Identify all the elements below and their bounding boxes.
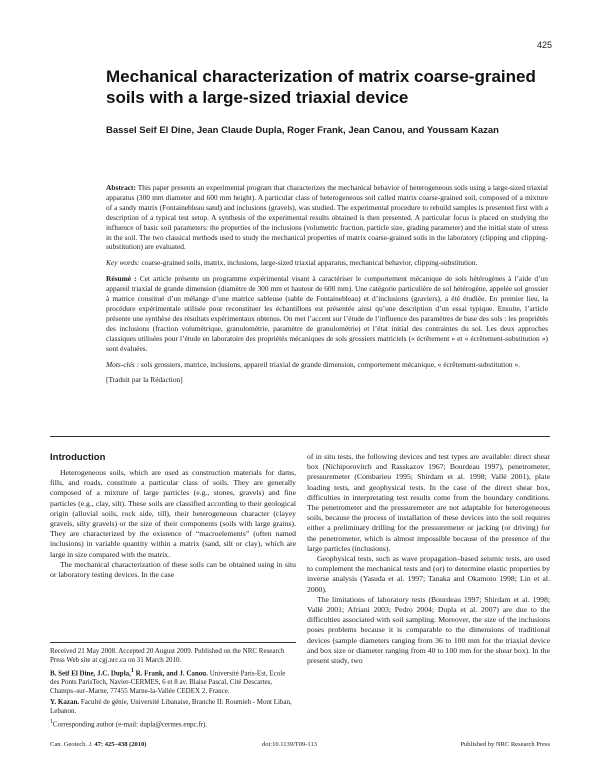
resume-text: Cet article présente un programme expérimental visant à caractériser le comportement mécanique de sols hétérogènes à l’aide d’un appareil triaxial de grande dimension (diamètre de 300 mm et hauteur de 600 mm). Une catégorie particulière de sol hétérogène, appelée sol grossier à matrice constitué d’un mélange d’une matrice sableuse (sable de Fontainebleau) et d’inclusions (graviers), a été étudiée. En premier lieu, la procédure expérimentale utilisée pour reconstituer les échantillons est présentée ainsi qu’une description d’un essai typique. Ensuite, l’article présente une synthèse des résultats expérimentaux obtenus. On met l’accent sur l’étude de l’influence des paramètres de base des sols : les propriétés des inclusions (fraction volumétrique, granulométrie, paramètre de granulométrie) et l’état initial des contraintes du sol. Les deux approches classiques utilisées pour l’étude en laboratoire des propriétés mécaniques de sols grossiers matriciels (« écrêtement » et « écrêtement-substitution ») sont évaluées. [106,274,548,353]
mots-cles-paragraph [106,360,548,370]
intro-paragraph: Heterogeneous soils, which are used as construction materials for dams, fills, and roads, constitute a particular class of soils. They are generally composed of a mixture of large particles (e.g., stones, gravels) and fine particles (e.g., clay, silt). These soils are classified according to their geological origin (alluvial soils, rock side, till), their heterogeneous character (clayey gravels, silty gravels) or the size of their components (soils with large grains). They are characterized by the existence of “macroelements” (often named inclusions) in variable quantity within a matrix (sand, silt or clay), which are large in size compared with the matrix. [50,468,296,559]
affiliation-text: Faculté de génie, Université Libanaise, Branche II: Roumieh - Mont Liban, Lebanon. [50,698,292,716]
abstract-text: This paper presents an experimental program that characterizes the mechanical behavior of heterogeneous soils using a large-sized triaxial apparatus (300 mm diameter and 600 mm height). A particular class of heterogeneous soil called matrix coarse-grained soil, composed of a mixture of a sandy matrix (Fontainebleau sand) and inclusions (gravels), was studied. The experimental procedure to rebuild samples is presented first with a description of a typical test setup. A synthesis of the experimental results obtained is then presented. A particular focus is placed on studying the influence of basic soil parameters: the properties of the inclusions (volumetric fraction, particle size, grading parameter) and the initial state of stress in the soil. The two classical methods used to study the mechanical properties of matrix coarse-grained soils in the laboratory (clipping and clipping-substitution) are evaluated. [106,183,548,252]
abstract-block [106,183,548,385]
mots-cles-label: Mots-clés : [106,359,140,369]
page-number: 425 [536,40,552,50]
introduction-heading: Introduction [50,452,106,463]
affiliation-text: Université Paris-Est, Ecole des Ponts ParisTech, Navier-CERMES, 6 et 8 av. Blaise Pascal, Cité Descartes, Champs–sur–Marne, 77455 Marne-la-Vallée CEDEX 2, France. [50,669,286,696]
footer-journal: Can. Geotech. J. [50,741,93,748]
corresponding-superscript: 1 [50,719,53,726]
corresponding-text: Corresponding author (e-mail: dupla@cermes.enpc.fr). [52,720,208,729]
intro-paragraph: of in situ tests, the following devices and test types are available: direct shear box (Nichiporovitch and Rasskazov 1967; Bourdeau 1997), penetrometer, pressuremeter (Combarieu 1995; Shirdam et al. 1998; Vallé 2001), plate loading tests, and geophysical tests. In the case of the direct shear box, difficulties in interpretating test results come from the boundary conditions. The penetrometer and the pressuremeter are not adaptable for heterogeneous soils, because the process of installation of these devices into the soil requires either a preliminary drilling for the pressuremeter or jacking (or driving) for the penetrometer, which is almost impossible because of the presence of the large particles (inclusions). [307,452,550,553]
affiliation-names: B. Seif El Dine, J.C. Dupla, [50,669,131,678]
paper-title: Mechanical characterization of matrix coarse-grained soils with a large-sized triaxial device [106,67,536,107]
footnotes [50,647,296,732]
affiliation-superscript: 1 [130,668,134,674]
intro-paragraph: Geophysical tests, such as wave propagation–based seismic tests, are used to complement the mechanical tests and (or) to determine elastic properties by inverse analysis (Yasuda et al. 1997; Tanaka and Okamoto 1998; Lin et al. 2000). [307,554,550,594]
resume-label: Résumé : [106,274,137,284]
affiliation-names-cont: R. Frank, and J. Canou. [133,669,208,678]
mots-cles-text: sols grossiers, matrice, inclusions, appareil triaxial de grande dimension, comportement mécanique, « écrêtement-substitution ». [140,359,520,369]
received-note: Received 21 May 2008. Accepted 20 August 2009. Published on the NRC Research Press Web site at cgj.nrc.ca on 31 March 2010. [50,647,285,664]
abstract-paragraph [106,183,548,252]
footnote-divider [50,642,296,643]
affiliation-note [50,698,296,716]
key-words-label: Key words: [106,258,140,268]
footer-doi: doi:10.1139/T09-113 [262,741,317,748]
footer-citation [50,741,146,748]
corresponding-note [50,718,296,729]
intro-paragraph: The limitations of laboratory tests (Bourdeau 1997; Shirdam et al. 1998; Vallé 2001; Afriani 2003; Pedro 2004; Dupla et al. 2007) are due to the difficulties associated with soil sampling. Moreover, the size of the inclusions poses problems because it is comparable to the dimensions of traditional devices (sample diameters ranging from 36 to 100 mm for the triaxial device and box size or diameter ranging from 40 to 100 mm for the shear box). In the present study, two [307,594,550,666]
affiliation-names: Y. Kazan. [50,698,80,707]
author-list: Bassel Seif El Dine, Jean Claude Dupla, Roger Frank, Jean Canou, and Youssam Kazan [106,125,499,136]
right-column [307,452,550,666]
left-column [50,468,296,580]
intro-paragraph: The mechanical characterization of these soils can be obtained using in situ or laboratory testing devices. In the case [50,559,296,580]
key-words-paragraph [106,258,548,268]
resume-paragraph [106,274,548,353]
section-divider [50,436,550,437]
footer-volume: 47: 425–438 (2010) [94,741,147,748]
affiliation-note [50,667,296,696]
key-words-text: coarse-grained soils, matrix, inclusions, large-sized triaxial apparatus, mechanical behavior, clipping-substitution. [141,258,478,268]
footer-publisher: Published by NRC Research Press [460,741,550,748]
abstract-label: Abstract: [106,183,136,192]
translation-note: [Traduit par la Rédaction] [106,375,183,385]
